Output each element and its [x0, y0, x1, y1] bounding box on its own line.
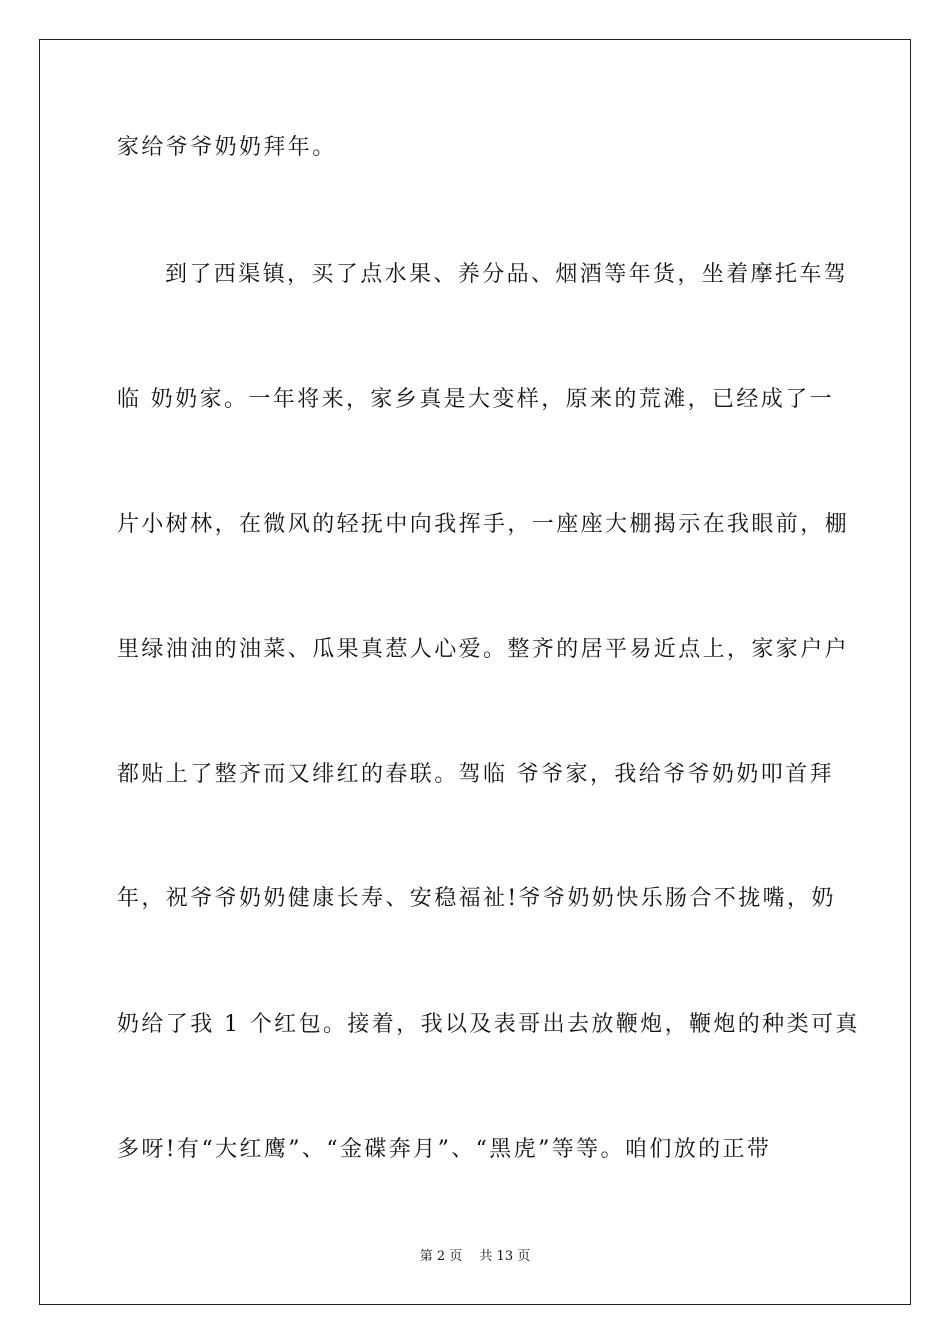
body-line: 到了西渠镇，买了点水果、养分品、烟酒等年货，坐着摩托车驾	[165, 262, 849, 287]
page-number-footer: 第 2 页 共 13 页	[419, 1249, 531, 1264]
body-line: 多呀!有“大红鹰”、“金碟奔月”、“黑虎”等等。咱们放的正带	[117, 1137, 772, 1162]
body-line: 临 奶奶家。一年将来，家乡真是大变样，原来的荒滩，已经成了一	[117, 387, 834, 412]
body-line: 家给爷爷奶奶拜年。	[117, 135, 337, 160]
body-line: 年，祝爷爷奶奶健康长寿、安稳福祉!爷爷奶奶快乐肠合不拢嘴，奶	[117, 886, 836, 911]
page-border	[39, 39, 911, 1305]
body-line: 奶给了我 1 个红包。接着，我以及表哥出去放鞭炮，鞭炮的种类可真	[117, 1012, 860, 1037]
body-line: 片小树林，在微风的轻抚中向我挥手，一座座大棚揭示在我眼前，棚	[117, 512, 850, 537]
body-line: 里绿油油的油菜、瓜果真惹人心爱。整齐的居平易近点上，家家户户	[117, 637, 850, 662]
body-line: 都贴上了整齐而又绯红的春联。驾临 爷爷家，我给爷爷奶奶叩首拜	[117, 762, 834, 787]
